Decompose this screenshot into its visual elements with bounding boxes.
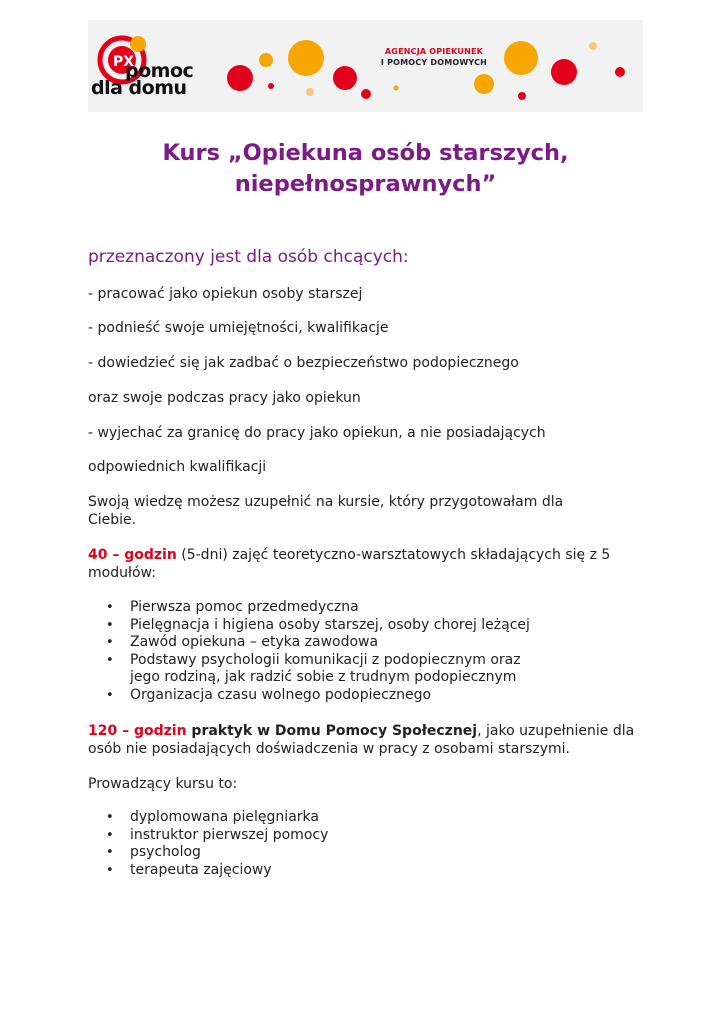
- list-item: • Pielęgnacja i higiena osoby starszej, osoby chorej leżącej: [88, 617, 608, 635]
- title-line-2: niepełnosprawnych”: [234, 171, 497, 197]
- purpose-line: - podnieść swoje umiejętności, kwalifikacje: [88, 320, 389, 336]
- list-item: • instruktor pierwszej pomocy: [88, 827, 608, 845]
- page-title: [88, 138, 643, 200]
- list-item: • dyplomowana pielęgniarka: [88, 809, 608, 827]
- brand-line-1: pomoc: [125, 60, 194, 82]
- practice-paragraph: [88, 722, 643, 758]
- intro-heading: przeznaczony jest dla osób chcących:: [88, 247, 409, 267]
- agency-line-1: AGENCJA OPIEKUNEK: [384, 47, 484, 56]
- instructors-list: [88, 809, 608, 879]
- list-item: • Zawód opiekuna – etyka zawodowa: [88, 634, 608, 652]
- purpose-line: - pracować jako opiekun osoby starszej: [88, 286, 363, 302]
- instructors-heading: Prowadzący kursu to:: [88, 776, 238, 792]
- modules-list: [88, 599, 608, 704]
- title-line-1: Kurs „Opiekuna osób starszych,: [162, 140, 569, 166]
- list-item: • terapeuta zajęciowy: [88, 862, 608, 880]
- list-item: • Podstawy psychologii komunikacji z podopiecznym oraz jego rodziną, jak radzić sobie z trudnym podopiecznym: [88, 652, 550, 687]
- theory-paragraph: [88, 546, 628, 582]
- practice-hours: 120 – godzin: [88, 723, 187, 739]
- brand-line-2: dla domu: [91, 77, 187, 99]
- purpose-line: - dowiedzieć się jak zadbać o bezpieczeństwo podopiecznego: [88, 355, 519, 371]
- purpose-line: oraz swoje podczas pracy jako opiekun: [88, 390, 361, 406]
- practice-place: praktyk w Domu Pomocy Społecznej: [186, 723, 478, 739]
- purpose-line: - wyjechać za granicę do pracy jako opiekun, a nie posiadających: [88, 425, 546, 441]
- practice-text: , jako uzupełnienie dla osób nie posiadających doświadczenia w pracy z osobami starszymi.: [88, 723, 635, 757]
- theory-hours: 40 – godzin: [88, 547, 177, 563]
- agency-tagline: [364, 46, 504, 68]
- list-item: • Pierwsza pomoc przedmedyczna: [88, 599, 608, 617]
- theory-text: (5-dni) zajęć teoretyczno-warsztatowych składających się z 5 modułów:: [88, 547, 611, 581]
- list-item: • Organizacja czasu wolnego podopiecznego: [88, 687, 608, 705]
- list-item: • psycholog: [88, 844, 608, 862]
- header-banner: [88, 20, 643, 112]
- knowledge-paragraph: Swoją wiedzę możesz uzupełnić na kursie, który przygotowałam dla Ciebie.: [88, 494, 564, 528]
- purpose-line: odpowiednich kwalifikacji: [88, 459, 267, 475]
- agency-line-2: I POMOCY DOMOWYCH: [380, 58, 488, 67]
- svg-text:PX: PX: [113, 54, 135, 70]
